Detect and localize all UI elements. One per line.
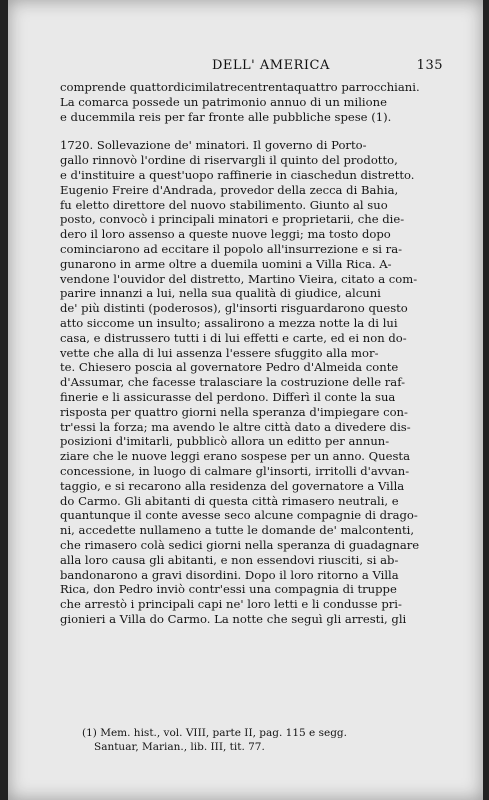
text-line: te. Chiesero poscia al governatore Pedro d'Almeida conte bbox=[60, 360, 399, 375]
text-line: tr'essi la forza; ma avendo le altre città dato a divedere dis- bbox=[60, 419, 411, 434]
text-line: de' più distinti (poderosos), gl'insorti risguardarono questo bbox=[60, 301, 408, 316]
footnotes bbox=[82, 726, 442, 754]
text-line: ziare che le nuove leggi erano sospese per un anno. Questa bbox=[60, 449, 410, 464]
text-line: e d'instituire a quest'uopo raffinerie in ciaschedun distretto. bbox=[60, 167, 415, 182]
text-line: vendone l'ouvidor del distretto, Martino Vieira, citato a com- bbox=[60, 271, 418, 286]
text-line: concessione, in luogo di calmare gl'insorti, irritolli d'avvan- bbox=[60, 463, 410, 478]
text-line: dero il loro assenso a queste nuove leggi; ma tosto dopo bbox=[60, 227, 391, 242]
text-line: ni, accedette nullameno a tutte le domande de' malcontenti, bbox=[60, 523, 415, 538]
book-page bbox=[8, 0, 483, 800]
text-line: Eugenio Freire d'Andrada, provedor della zecca di Bahia, bbox=[60, 182, 399, 197]
text-line: posto, convocò i principali minatori e proprietarii, che die- bbox=[60, 212, 405, 227]
running-title: DELL' AMERICA bbox=[212, 58, 330, 73]
text-line: vette che alla di lui assenza l'essere sfuggito alla mor- bbox=[60, 345, 379, 360]
text-line: bandonarono a gravi disordini. Dopo il loro ritorno a Villa bbox=[60, 567, 399, 582]
page-number: 135 bbox=[416, 58, 443, 73]
footnote-line: Santuar, Marian., lib. III, tit. 77. bbox=[94, 741, 265, 753]
text-line: gallo rinnovò l'ordine di riservargli il quinto del prodotto, bbox=[60, 153, 398, 168]
text-line: Rica, don Pedro inviò contr'essi una compagnia di truppe bbox=[60, 582, 397, 597]
text-line: 1720. Sollevazione de' minatori. Il governo di Porto- bbox=[60, 138, 367, 153]
text-line: finerie e li assicurasse del perdono. Differì il conte la sua bbox=[60, 389, 396, 404]
text-line: alla loro causa gli abitanti, e non essendovi riusciti, si ab- bbox=[60, 552, 399, 567]
paragraph-continuation bbox=[60, 80, 452, 124]
text-line: e ducemmila reis per far fronte alle pubbliche spese (1). bbox=[60, 109, 392, 124]
text-line: taggio, e si recarono alla residenza del governatore a Villa bbox=[60, 478, 405, 493]
text-line: posizioni d'imitarli, pubblicò allora un editto per annun- bbox=[60, 434, 390, 449]
text-line: cominciarono ad eccitare il popolo all'insurrezione e si ra- bbox=[60, 241, 403, 256]
text-line: gunarono in arme oltre a duemila uomini a Villa Rica. A- bbox=[60, 256, 392, 271]
text-line: d'Assumar, che facesse tralasciare la costruzione delle raf- bbox=[60, 375, 405, 390]
text-line: quantunque il conte avesse seco alcune compagnie di drago- bbox=[60, 508, 418, 523]
running-header bbox=[62, 58, 443, 76]
footnote-line: (1) Mem. hist., vol. VIII, parte II, pag. 115 e segg. bbox=[82, 727, 347, 739]
text-line: fu eletto direttore del nuovo stabilimento. Giunto al suo bbox=[60, 197, 388, 212]
paragraph-sollevazione bbox=[60, 138, 452, 626]
text-line: che rimasero colà sedici giorni nella speranza di guadagnare bbox=[60, 537, 420, 552]
text-line: La comarca possede un patrimonio annuo di un milione bbox=[60, 94, 387, 109]
text-line: gionieri a Villa do Carmo. La notte che seguì gli arresti, gli bbox=[60, 611, 407, 626]
text-line: comprende quattordicimilatrecentrentaquattro parrocchiani. bbox=[60, 80, 420, 94]
text-line: casa, e distrussero tutti i di lui effetti e carte, ed ei non do- bbox=[60, 330, 407, 345]
text-line: risposta per quattro giorni nella speranza d'impiegare con- bbox=[60, 404, 408, 419]
text-line: che arrestò i principali capi ne' loro letti e li condusse pri- bbox=[60, 597, 402, 612]
page-body bbox=[60, 80, 452, 627]
text-line: do Carmo. Gli abitanti di questa città rimasero neutrali, e bbox=[60, 493, 399, 508]
text-line: atto siccome un insulto; assalirono a mezza notte la di lui bbox=[60, 315, 398, 330]
text-line: parire innanzi a lui, nella sua qualità di giudice, alcuni bbox=[60, 286, 381, 301]
